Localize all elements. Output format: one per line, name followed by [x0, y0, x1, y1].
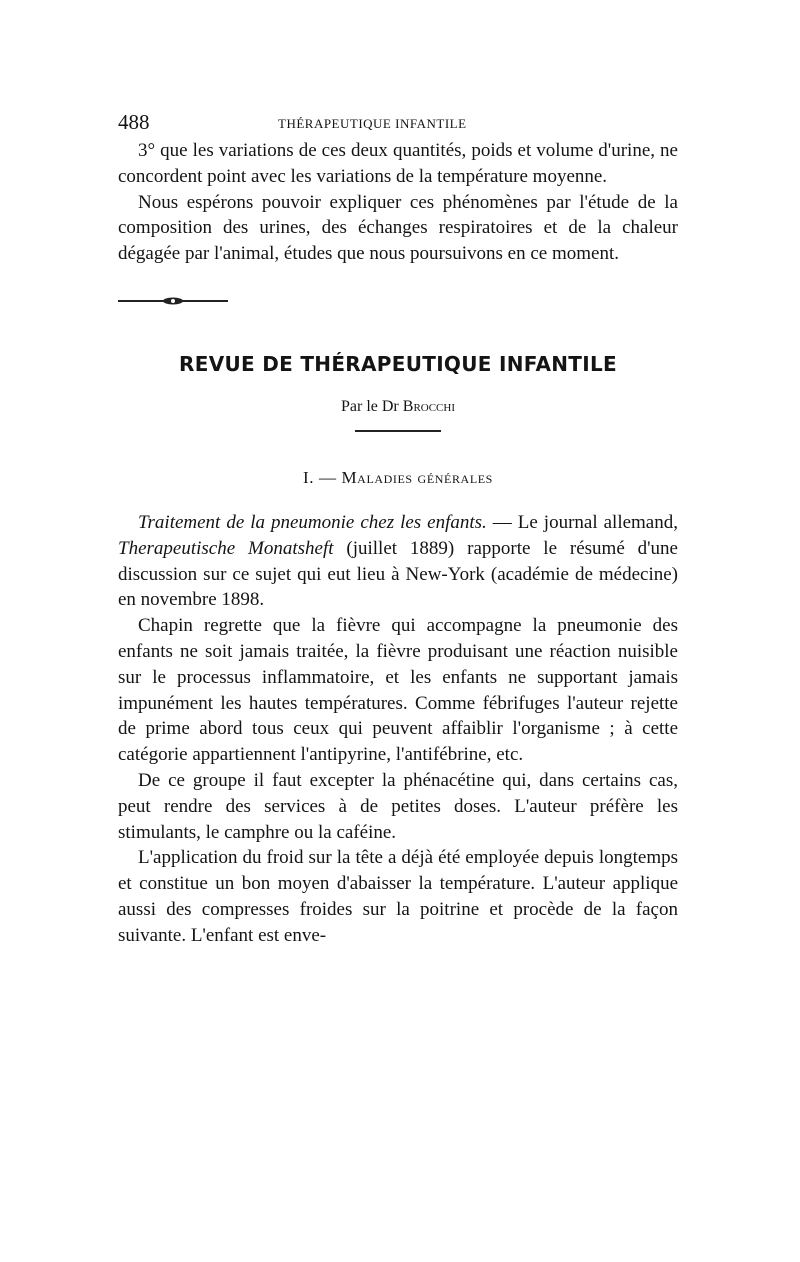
paragraph: 3° que les variations de ces deux quantités, poids et volume d'urine, ne concordent point avec les variations de la température moyenne. [118, 140, 678, 187]
article-title: Traitement de la pneumonie chez les enfants. [138, 511, 487, 533]
paragraph: L'application du froid sur la tête a déjà été employée depuis longtemps et constitue un bon moyen d'abaisser la température. L'auteur applique aussi des compresses froides sur la poitrine et procède de la façon suivante. L'enfant est enve- [118, 847, 678, 946]
paragraph: Nous espérons pouvoir expliquer ces phénomènes par l'étude de la composition des urines, des échanges respiratoires et de la chaleur dégagée par l'animal, études que nous poursuivons en ce moment. [118, 191, 678, 265]
lead-rest: (juillet 1889) rapporte le résumé d'une discussion sur ce sujet qui eut lieu à New-York (académie de médecine) en novembre 1898. [118, 537, 678, 611]
paragraph: Chapin regrette que la fièvre qui accompagne la pneumonie des enfants ne soit jamais traitée, la fièvre produisant une réaction nuisible sur le processus inflammatoire, et les enfants ne supportant jamais impunément les hautes températures. Comme fébrifuges l'auteur rejette de prime abord tous ceux qui peuvent affaiblir l'organisme ; à cette catégorie appartiennent l'antipyrine, l'antifébrine, etc. [118, 615, 678, 766]
byline-prefix: Par le Dr [341, 397, 399, 415]
page-number: 488 [118, 110, 150, 134]
lead-paragraph [118, 510, 678, 613]
page-header [118, 112, 678, 138]
section-title: REVUE DE THÉRAPEUTIQUE INFANTILE [179, 351, 617, 376]
article-body [118, 510, 678, 949]
ornament-divider [118, 293, 228, 309]
byline [118, 398, 678, 416]
running-title: THÉRAPEUTIQUE INFANTILE [278, 116, 467, 131]
lead-dash: — Le journal allemand, [486, 511, 678, 533]
journal-name: Therapeutische Monatsheft [118, 537, 334, 559]
book-page [118, 112, 678, 949]
paragraph: De ce groupe il faut excepter la phénacétine qui, dans certains cas, peut rendre des services à de petites doses. L'auteur préfère les stimulants, le camphre ou la caféine. [118, 769, 678, 843]
subsection-heading: I. — Maladies générales [303, 467, 493, 487]
byline-author: Brocchi [402, 397, 455, 415]
short-rule [355, 430, 441, 432]
